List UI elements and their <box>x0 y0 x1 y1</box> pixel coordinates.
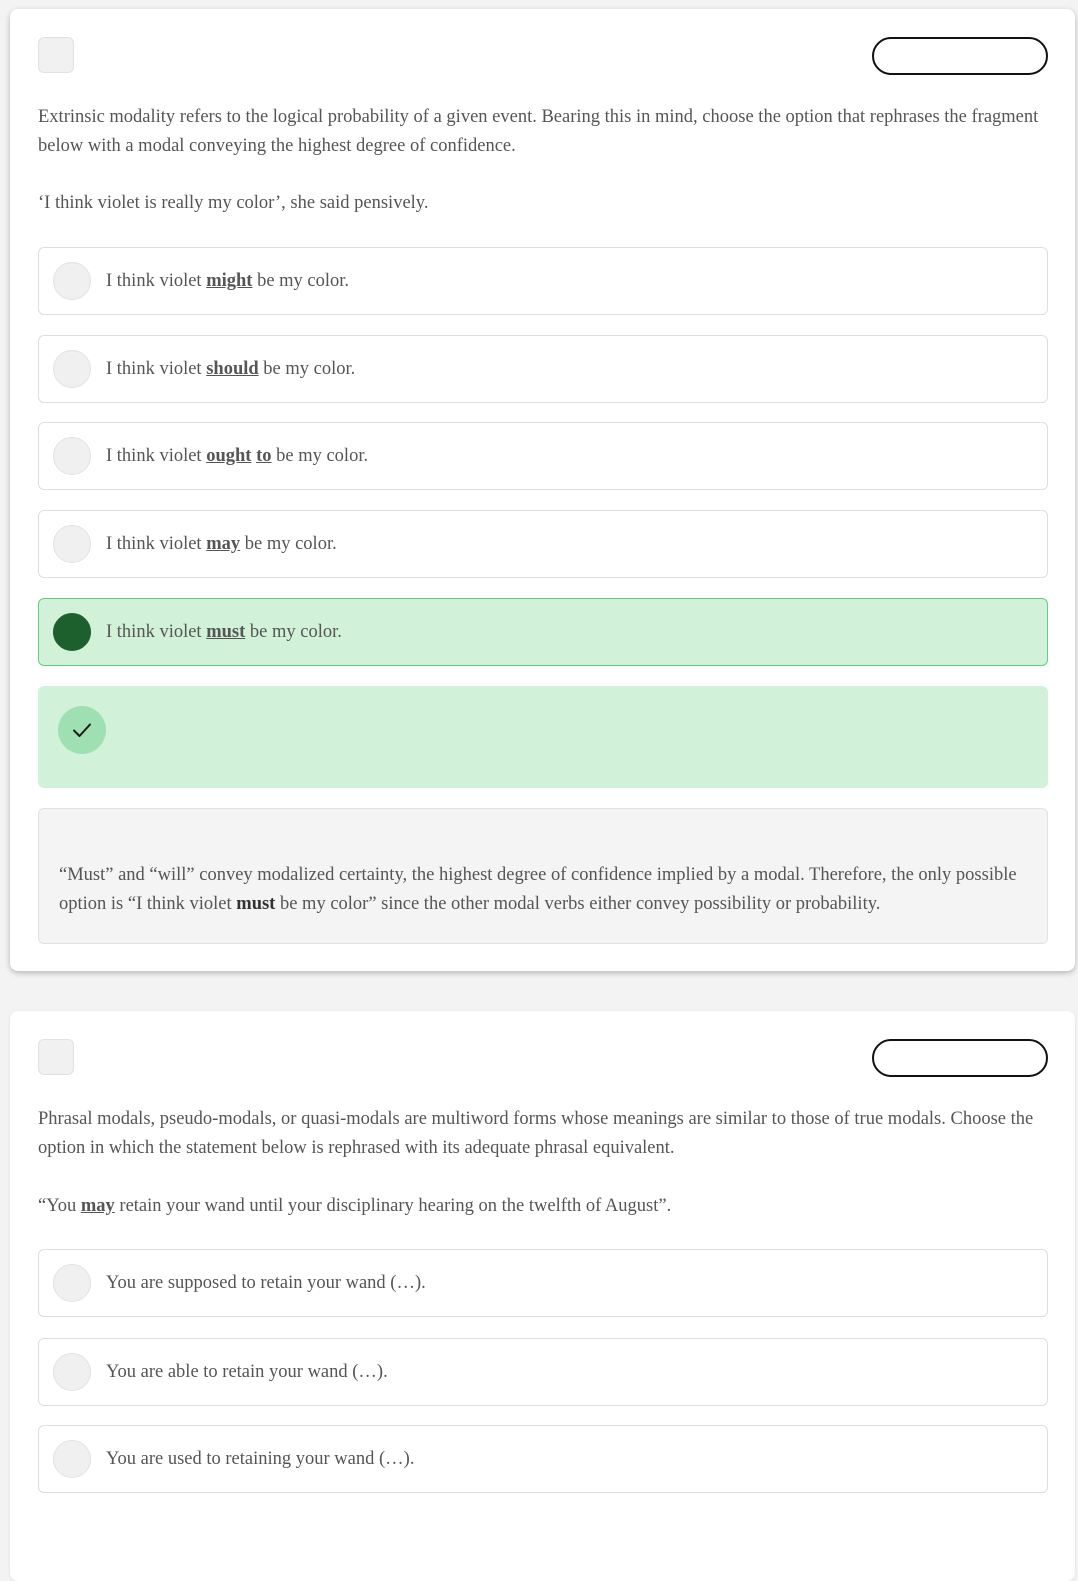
option-text: I think violet might be my color. <box>106 271 350 291</box>
correct-feedback-banner <box>38 686 1048 788</box>
radio-button[interactable] <box>53 1440 91 1478</box>
option-text: I think violet must be my color. <box>106 622 342 642</box>
option-text: You are able to retain your wand (…). <box>106 1362 388 1382</box>
answer-option-2[interactable] <box>38 1338 1048 1406</box>
answer-option-3[interactable] <box>38 422 1048 490</box>
question-prompt: Phrasal modals, pseudo-modals, or quasi-modals are multiword forms whose meanings are similar to those of true modals. Choose the option in which the statement below is rephrased with its adequate phrasal equivalent. <box>38 1109 1034 1158</box>
question-quote: “You may retain your wand until your disciplinary hearing on the twelfth of August”. <box>38 1196 672 1216</box>
radio-button[interactable] <box>53 262 91 300</box>
option-text: I think violet ought to be my color. <box>106 446 369 466</box>
question-prompt: Extrinsic modality refers to the logical probability of a given event. Bearing this in mind, choose the option that rephrases the fragment below with a modal conveying the highest degree of confidence. <box>38 107 1039 156</box>
answer-option-5-selected[interactable] <box>38 598 1048 666</box>
explanation-box <box>38 808 1048 944</box>
radio-button[interactable] <box>53 1264 91 1302</box>
answer-option-1[interactable] <box>38 247 1048 315</box>
answer-option-1[interactable] <box>38 1249 1048 1317</box>
radio-button[interactable] <box>53 525 91 563</box>
question-action-pill[interactable] <box>872 1039 1048 1077</box>
question-quote: ‘I think violet is really my color’, she said pensively. <box>38 193 429 213</box>
radio-button[interactable] <box>53 437 91 475</box>
radio-button[interactable] <box>53 350 91 388</box>
radio-button[interactable] <box>53 1353 91 1391</box>
option-text: You are used to retaining your wand (…). <box>106 1449 415 1469</box>
answer-option-2[interactable] <box>38 335 1048 403</box>
explanation-text: “Must” and “will” convey modalized certainty, the highest degree of confidence implied by a modal. Therefore, the only possible option is “I think violet must be my color” since the other modal verbs either convey possibility or probability. <box>59 865 1017 914</box>
question-number-badge <box>38 1039 74 1075</box>
question-card-2 <box>10 1011 1075 1581</box>
question-card-1 <box>10 9 1075 971</box>
option-text: You are supposed to retain your wand (…). <box>106 1273 426 1293</box>
question-action-pill[interactable] <box>872 37 1048 75</box>
answer-option-3[interactable] <box>38 1425 1048 1493</box>
radio-button-selected[interactable] <box>53 613 91 651</box>
answer-option-4[interactable] <box>38 510 1048 578</box>
check-icon <box>58 706 106 754</box>
option-text: I think violet may be my color. <box>106 534 337 554</box>
question-number-badge <box>38 37 74 73</box>
option-text: I think violet should be my color. <box>106 359 356 379</box>
